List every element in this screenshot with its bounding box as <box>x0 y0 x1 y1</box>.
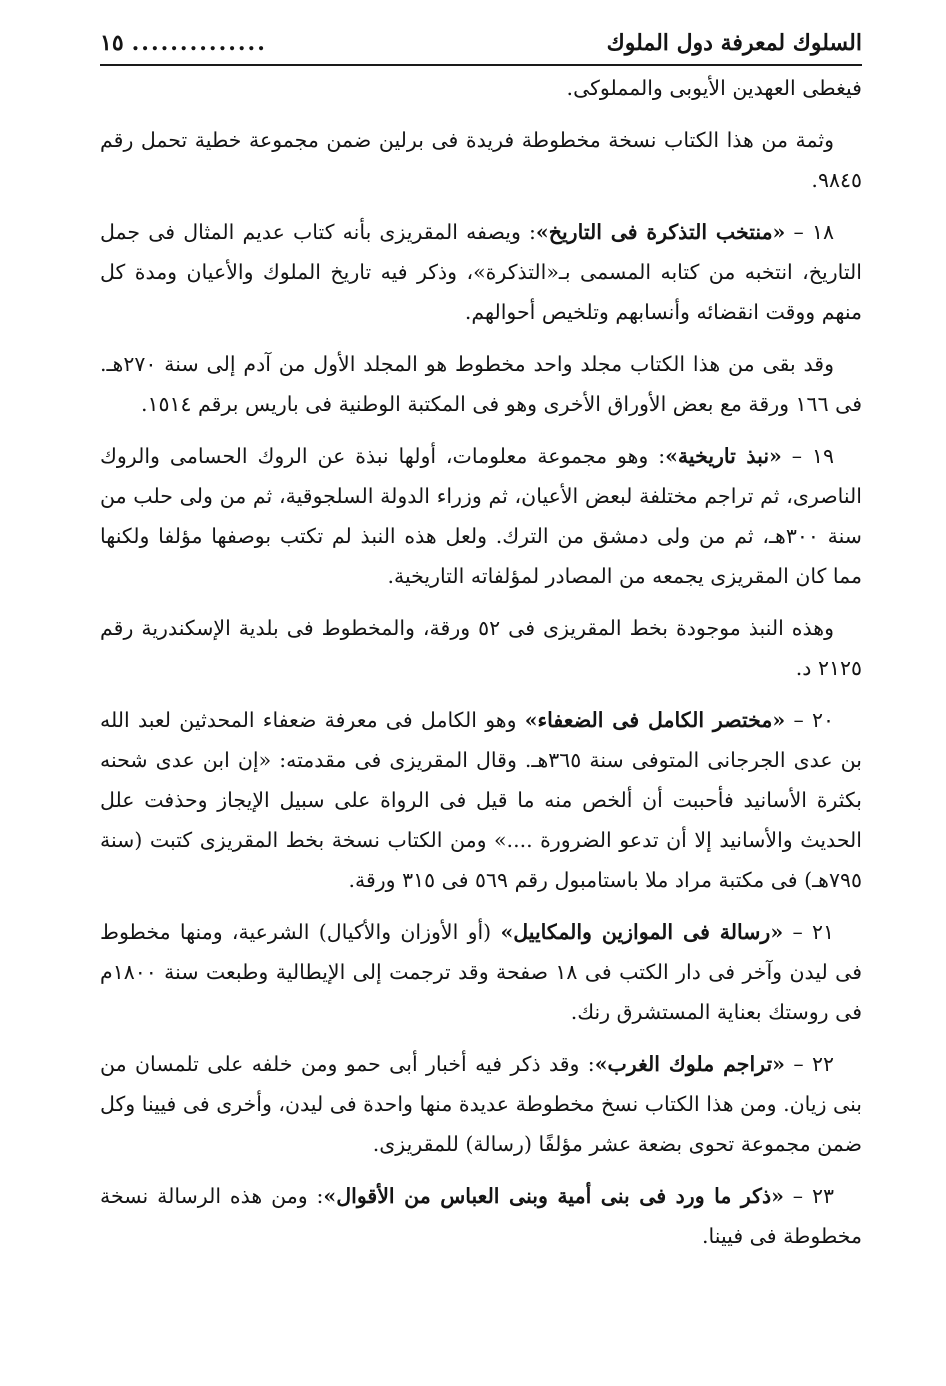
paragraph-0 <box>100 68 862 108</box>
paragraph-text: وقد بقى من هذا الكتاب مجلد واحد مخطوط هو المجلد الأول من آدم إلى سنة ٢٧٠هـ. فى ١٦٦ ورقة مع بعض الأوراق الأخرى وهو فى المكتبة الوطنية فى باريس برقم ١٥١٤. <box>100 352 862 416</box>
document-page <box>100 28 862 1256</box>
paragraph-1 <box>100 120 862 200</box>
book-title: «نبذ تاريخية» <box>665 444 782 468</box>
running-title: السلوك لمعرفة دول الملوك <box>606 30 862 56</box>
entry-number: ١٩ – <box>791 444 834 468</box>
entry-19 <box>100 436 862 596</box>
entry-text: (أو الأوزان والأكيال) الشرعية، ومنها مخطوط فى ليدن وآخر فى دار الكتب فى ١٨ صفحة وقد ترجمت إلى الإيطالية وطبعت سنة ١٨٠٠م فى روستك بعناية المستشرق رنك. <box>100 920 862 1024</box>
entry-number: ٢٣ – <box>792 1184 834 1208</box>
entry-text: : ويصفه المقريزى بأنه كتاب عديم المثال فى جمل التاريخ، انتخبه من كتابه المسمى بـ«التذكرة»، وذكر فيه تاريخ الملوك والأعيان ومدة كل منهم ووقت انقضائه وأنسابهم وتلخيص أحوالهم. <box>100 220 862 324</box>
entry-20 <box>100 700 862 900</box>
entry-21 <box>100 912 862 1032</box>
entry-number: ٢٢ – <box>793 1052 834 1076</box>
entry-text: : وقد ذكر فيه أخبار أبى حمو ومن خلفه على تلمسان من بنى زيان. ومن هذا الكتاب نسخ مخطوطة عديدة منها واحدة فى ليدن، وأخرى فى فيينا وكل ضمن مجموعة تحوى بضعة عشر مؤلفًا (رسالة) للمقريزى. <box>100 1052 862 1156</box>
entry-text: : وهو مجموعة معلومات، أولها نبذة عن الروك الحسامى والروك الناصرى، ثم تراجم مختلفة لبعض الأعيان، ثم وزراء الدولة السلجوقية، ثم من ولى حلب من سنة ٣٠٠هـ، ثم من ولى دمشق من الترك. ولعل هذه النبذ لم تكتب بوصفها مؤلفا ولكنها مما كان المقريزى يجمعه من المصادر لمؤلفاته التاريخية. <box>100 444 862 588</box>
book-title: «تراجم ملوك الغرب» <box>594 1052 785 1076</box>
entry-18 <box>100 212 862 332</box>
entry-number: ١٨ – <box>793 220 834 244</box>
entry-number: ٢١ – <box>792 920 834 944</box>
book-title: «مختصر الكامل فى الضعفاء» <box>524 708 786 732</box>
entry-22 <box>100 1044 862 1164</box>
entry-text: : ومن هذه الرسالة نسخة مخطوطة فى فيينا. <box>100 1184 862 1248</box>
paragraph-text: وثمة من هذا الكتاب نسخة مخطوطة فريدة فى برلين ضمن مجموعة خطية تحمل رقم ٩٨٤٥. <box>100 128 862 192</box>
leader-dots: .............. <box>131 30 267 56</box>
book-title: «ذكر ما ورد فى بنى أمية وبنى العباس من الأقوال» <box>323 1184 784 1208</box>
entry-number: ٢٠ – <box>793 708 834 732</box>
entry-text: وهو الكامل فى معرفة ضعفاء المحدثين لعبد الله بن عدى الجرجانى المتوفى سنة ٣٦٥هـ. وقال المقريزى فى مقدمته: «إن ابن عدى شحنه بكثرة الأسانيد فأحببت أن ألخص منه ما قيل فى الرواة على سبيل الإيجاز وحذفت علل الحديث والأسانيد إلا أن تدعو الضرورة ....» ومن الكتاب نسخة بخط المقريزى كتبت (سنة ٧٩٥هـ) فى مكتبة مراد ملا باستامبول رقم ٥٦٩ فى ٣١٥ ورقة. <box>100 708 862 892</box>
page-number: ١٥ <box>100 30 124 56</box>
paragraph-5 <box>100 608 862 688</box>
book-title: «منتخب التذكرة فى التاريخ» <box>535 220 786 244</box>
paragraph-3 <box>100 344 862 424</box>
paragraph-text: وهذه النبذ موجودة بخط المقريزى فى ٥٢ ورقة، والمخطوط فى بلدية الإسكندرية رقم ٢١٢٥ د. <box>100 616 862 680</box>
book-title: «رسالة فى الموازين والمكاييل» <box>500 920 784 944</box>
paragraph-text: فيغطى العهدين الأيوبى والمملوكى. <box>566 76 862 100</box>
running-header <box>100 28 862 66</box>
entry-23 <box>100 1176 862 1256</box>
